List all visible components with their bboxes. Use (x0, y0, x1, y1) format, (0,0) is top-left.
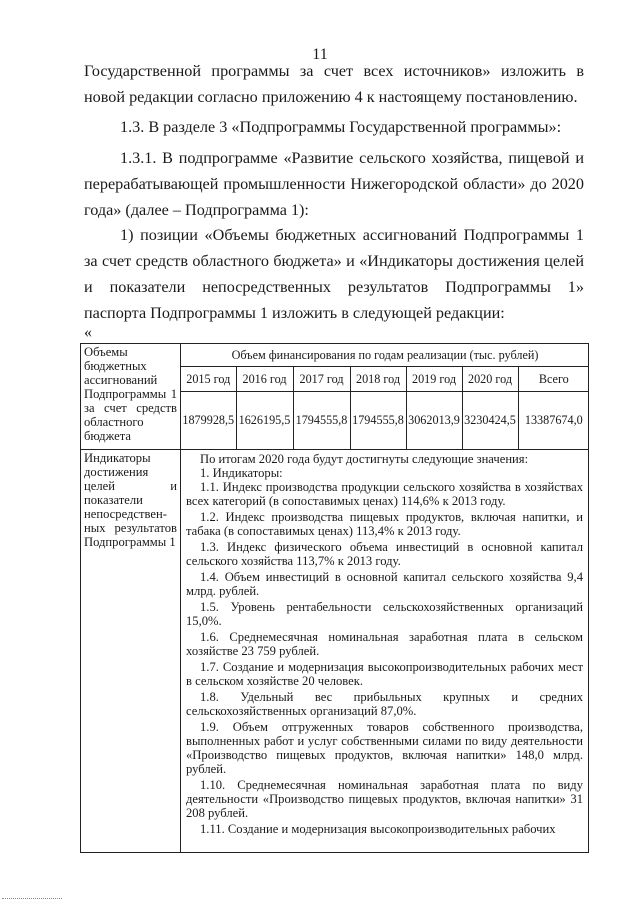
total-value: 13387674,0 (518, 391, 589, 449)
indicator-item: 1.11. Создание и модернизация высокопроизводительных рабочих (200, 821, 556, 836)
indicator-item: 1.7. Создание и модернизация высокопроизводительных рабочих мест в сельском хозяйстве 20 человек. (186, 659, 583, 688)
indicator-item: 1.6. Среднемесячная номинальная заработная плата в сельском хозяйстве 23 759 рублей. (186, 629, 583, 658)
year-header: 2016 год (236, 366, 293, 391)
year-value: 3062013,9 (406, 391, 462, 449)
page-number: 11 (312, 46, 328, 63)
indicator-item: 1.4. Объем инвестиций в основной капитал сельского хозяйства 9,4 млрд. рублей. (186, 569, 583, 598)
year-header: 2018 год (350, 366, 406, 391)
year-header: 2019 год (406, 366, 462, 391)
indicators-heading: 1. Индикаторы: (200, 465, 283, 480)
passport-table (80, 343, 589, 853)
indicator-item: 1.10. Среднемесячная номинальная заработная плата по виду деятельности «Производство пищевых продуктов, включая напитки» 31 208 рублей. (186, 777, 583, 820)
year-header: 2020 год (462, 366, 518, 391)
total-header: Всего (518, 366, 589, 391)
row-budget (81, 344, 589, 450)
indicator-item: 1.2. Индекс производства пищевых продуктов, включая напитки, и табака (в сопоставимых ценах) 113,4% к 2013 году. (186, 509, 583, 538)
financing-table (181, 344, 589, 449)
paragraph-4: 1) позиции «Объемы бюджетных ассигнований Подпрограммы 1 за счет средств областного бюджета» и «Индикаторы достижения целей и показатели непосредственных результатов Подпрограммы 1» паспорта Подпрограммы 1 изложить в следующей редакции: (84, 226, 584, 322)
open-quote: « (84, 324, 92, 341)
year-value: 3230424,5 (462, 391, 518, 449)
indicators-intro: По итогам 2020 года будут достигнуты следующие значения: (200, 451, 529, 466)
values-row (181, 391, 589, 449)
year-value: 1794555,8 (293, 391, 350, 449)
indicator-item: 1.1. Индекс производства продукции сельского хозяйства в хозяйствах всех категорий (в сопоставимых ценах) 114,6% к 2013 году. (186, 479, 583, 508)
indicator-item: 1.8. Удельный вес прибыльных крупных и средних сельскохозяйственных организаций 87,0%. (186, 689, 583, 718)
budget-label: Объемы бюджетных ассигнований Подпрограммы 1 за счет средств областного бюджета (81, 344, 181, 450)
paragraph-2: 1.3. В разделе 3 «Подпрограммы Государственной программы»: (120, 118, 562, 136)
year-header: 2017 год (293, 366, 350, 391)
year-value: 1879928,5 (181, 391, 236, 449)
indicator-item: 1.3. Индекс физического объема инвестиций в основной капитал сельского хозяйства 113,7% к 2013 году. (186, 539, 583, 568)
indicators-cell (181, 449, 589, 852)
financing-title: Объем финансирования по годам реализации (тыс. рублей) (231, 347, 539, 362)
financing-cell (181, 344, 589, 450)
year-value: 1794555,8 (350, 391, 406, 449)
indicator-item: 1.9. Объем отгруженных товаров собственного производства, выполненных работ и услуг собственными силами по виду деятельности «Производство пищевых продуктов, включая напитки» 148,0 млрд. рублей. (186, 719, 583, 776)
years-row (181, 366, 589, 391)
year-value: 1626195,5 (236, 391, 293, 449)
indicators-label: Индикаторы достижения целей и показатели непосредствен-ных результатов Подпрограммы 1 (81, 449, 181, 852)
paragraph-1: Государственной программы за счет всех источников» изложить в новой редакции согласно приложению 4 к настоящему постановлению. (84, 62, 584, 106)
row-indicators (81, 449, 589, 852)
indicator-item: 1.5. Уровень рентабельности сельскохозяйственных организаций 15,0%. (186, 599, 583, 628)
scan-artifact (2, 898, 62, 901)
paragraph-3: 1.3.1. В подпрограмме «Развитие сельского хозяйства, пищевой и перерабатывающей промышленности Нижегородской области» до 2020 года» (далее – Подпрограмма 1): (84, 149, 584, 219)
year-header: 2015 год (181, 366, 236, 391)
